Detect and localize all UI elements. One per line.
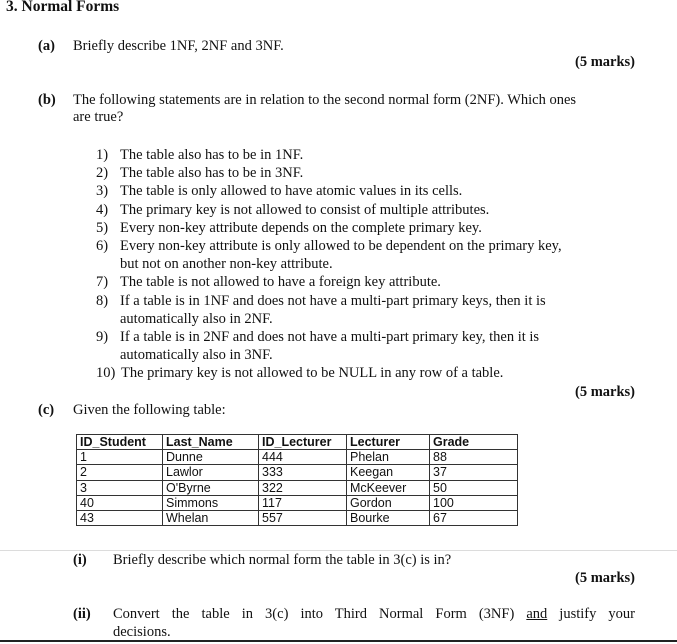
page-bottom-rule <box>0 640 677 642</box>
table-cell: 557 <box>259 511 347 526</box>
list-item <box>96 201 641 219</box>
item-number: 1) <box>96 147 109 163</box>
table-header-row <box>77 435 518 450</box>
part-c-ii-text-line1 <box>113 606 635 623</box>
table-cell: 67 <box>430 511 518 526</box>
item-text: Every non-key attribute depends on the complete primary key. <box>120 219 482 236</box>
table-cell: 333 <box>259 465 347 480</box>
table-cell: 40 <box>77 495 163 510</box>
item-number: 4) <box>96 201 109 218</box>
item-number: 6) <box>96 238 109 255</box>
part-c-label: (c) <box>38 402 55 418</box>
table-row <box>77 465 518 480</box>
item-text: Every non-key attribute is only allowed to be dependent on the primary key, <box>120 238 562 255</box>
table-cell: Phelan <box>347 450 430 465</box>
item-text: If a table is in 1NF and does not have a multi-part primary keys, then it is <box>120 292 546 309</box>
statement-list <box>96 146 641 383</box>
part-b-label: (b) <box>38 92 56 108</box>
item-text-cont: automatically also in 2NF. <box>120 310 273 327</box>
table-row <box>77 511 518 526</box>
list-item <box>96 146 641 164</box>
part-b-marks: (5 marks) <box>574 384 635 400</box>
scan-divider <box>0 550 677 551</box>
list-item <box>96 273 641 291</box>
column-header: Lecturer <box>347 435 430 450</box>
table-cell: Lawlor <box>163 465 259 480</box>
item-number: 3) <box>96 183 109 200</box>
table-cell: 322 <box>259 480 347 495</box>
list-item <box>96 219 641 237</box>
list-item <box>96 237 641 273</box>
table-cell: 100 <box>430 495 518 510</box>
table-cell: 2 <box>77 465 163 480</box>
table-cell: Gordon <box>347 495 430 510</box>
table-cell: Keegan <box>347 465 430 480</box>
list-item <box>96 364 641 382</box>
part-c-ii-text-before: Convert the table in 3(c) into Third Normal Form (3NF) <box>113 606 527 622</box>
table-cell: Dunne <box>163 450 259 465</box>
item-text-cont: but not on another non-key attribute. <box>120 256 333 273</box>
part-c-ii-label: (ii) <box>73 606 91 622</box>
table-cell: 3 <box>77 480 163 495</box>
table-cell: 444 <box>259 450 347 465</box>
part-c-i-text: Briefly describe which normal form the table in 3(c) is in? <box>113 552 452 568</box>
table-cell: 37 <box>430 465 518 480</box>
table-row <box>77 480 518 495</box>
table-cell: 117 <box>259 495 347 510</box>
item-text: If a table is in 2NF and does not have a multi-part primary key, then it is <box>120 329 540 346</box>
item-number: 10) <box>96 365 116 382</box>
table-cell: 1 <box>77 450 163 465</box>
item-text: The table also has to be in 3NF. <box>120 165 304 182</box>
part-a-label: (a) <box>38 38 55 54</box>
table-cell: Bourke <box>347 511 430 526</box>
table-cell: Whelan <box>163 511 259 526</box>
list-item <box>96 182 641 200</box>
part-a-text: Briefly describe 1NF, 2NF and 3NF. <box>73 38 284 54</box>
section-heading: 3. Normal Forms <box>6 0 120 15</box>
table-cell: McKeever <box>347 480 430 495</box>
item-number: 9) <box>96 329 109 346</box>
part-b-text-line2: are true? <box>73 109 124 125</box>
part-b-text-line1: The following statements are in relation to the second normal form (2NF). Which ones <box>73 92 577 108</box>
part-c-ii-underlined: and <box>526 606 548 622</box>
item-number: 2) <box>96 165 109 182</box>
part-c-ii-text-line2: decisions. <box>113 624 171 640</box>
table-cell: Simmons <box>163 495 259 510</box>
item-text: The primary key is not allowed to be NULL in any row of a table. <box>121 365 504 382</box>
item-number: 7) <box>96 274 109 291</box>
item-text: The table is only allowed to have atomic values in its cells. <box>120 183 463 200</box>
item-number: 8) <box>96 292 109 309</box>
table-cell: 50 <box>430 480 518 495</box>
part-a-marks: (5 marks) <box>574 54 635 70</box>
column-header: Grade <box>430 435 518 450</box>
column-header: ID_Lecturer <box>259 435 347 450</box>
column-header: Last_Name <box>163 435 259 450</box>
table-row <box>77 495 518 510</box>
item-text: The primary key is not allowed to consist of multiple attributes. <box>120 201 490 218</box>
list-item <box>96 164 641 182</box>
item-text: The table is not allowed to have a foreign key attribute. <box>120 274 441 291</box>
item-text: The table also has to be in 1NF. <box>120 147 304 163</box>
part-c-ii-text-after: justify your <box>547 606 635 622</box>
column-header: ID_Student <box>77 435 163 450</box>
part-c-i-label: (i) <box>73 552 87 568</box>
part-c-i-marks: (5 marks) <box>574 570 635 586</box>
list-item <box>96 328 641 364</box>
item-text-cont: automatically also in 3NF. <box>120 347 273 364</box>
data-table <box>76 434 518 526</box>
part-c-text: Given the following table: <box>73 402 226 418</box>
table-row <box>77 450 518 465</box>
table-cell: O'Byrne <box>163 480 259 495</box>
list-item <box>96 292 641 328</box>
item-number: 5) <box>96 219 109 236</box>
table-cell: 43 <box>77 511 163 526</box>
table-cell: 88 <box>430 450 518 465</box>
